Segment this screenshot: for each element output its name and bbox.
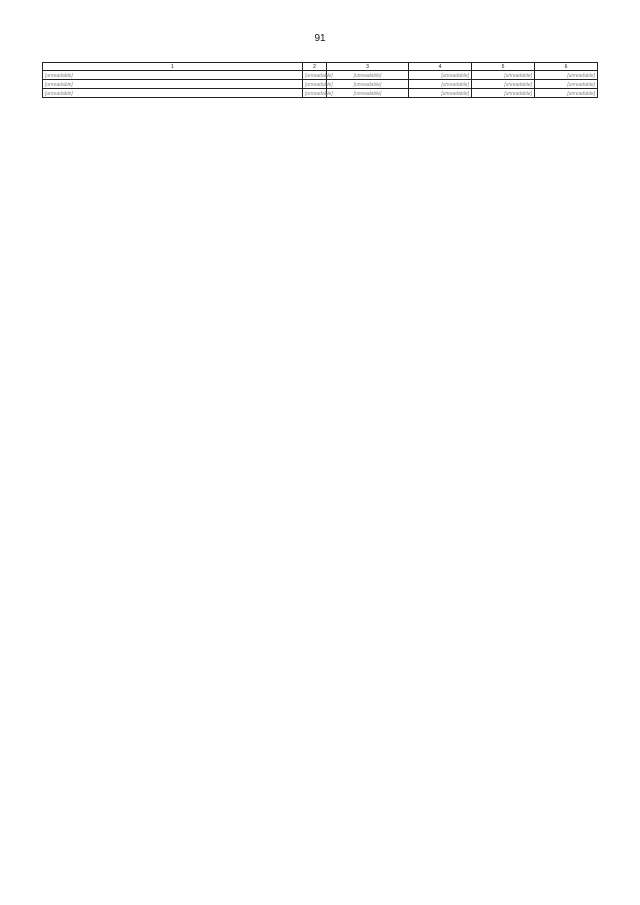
row-amount3-cell: [unreadable]: [535, 89, 598, 98]
table-row: [43, 80, 598, 89]
row-amount1-cell: [unreadable]: [409, 80, 472, 89]
row-amount3-cell: [unreadable]: [535, 80, 598, 89]
row-name-cell: [unreadable]: [43, 80, 303, 89]
column-number-3: 3: [327, 63, 409, 71]
row-amount2-cell: [unreadable]: [472, 89, 535, 98]
column-number-6: 6: [535, 63, 598, 71]
row-name-cell: [unreadable]: [43, 89, 303, 98]
row-kbk-cell: [unreadable]: [327, 71, 409, 80]
table-row: [43, 89, 598, 98]
row-amount3-cell: [unreadable]: [535, 71, 598, 80]
row-name-cell: [unreadable]: [43, 71, 303, 80]
row-kbk-cell: [unreadable]: [327, 89, 409, 98]
column-number-5: 5: [472, 63, 535, 71]
row-amount2-cell: [unreadable]: [472, 71, 535, 80]
row-code-cell: [unreadable]: [303, 89, 327, 98]
table-header-row: [43, 63, 598, 71]
column-number-4: 4: [409, 63, 472, 71]
table-row: [43, 71, 598, 80]
row-amount1-cell: [unreadable]: [409, 89, 472, 98]
row-code-cell: [unreadable]: [303, 71, 327, 80]
column-number-2: 2: [303, 63, 327, 71]
table-body: [43, 71, 598, 98]
row-amount2-cell: [unreadable]: [472, 80, 535, 89]
row-kbk-cell: [unreadable]: [327, 80, 409, 89]
page-number: 91: [314, 33, 326, 44]
column-number-1: 1: [43, 63, 303, 71]
row-amount1-cell: [unreadable]: [409, 71, 472, 80]
budget-table: [42, 62, 598, 98]
row-code-cell: [unreadable]: [303, 80, 327, 89]
